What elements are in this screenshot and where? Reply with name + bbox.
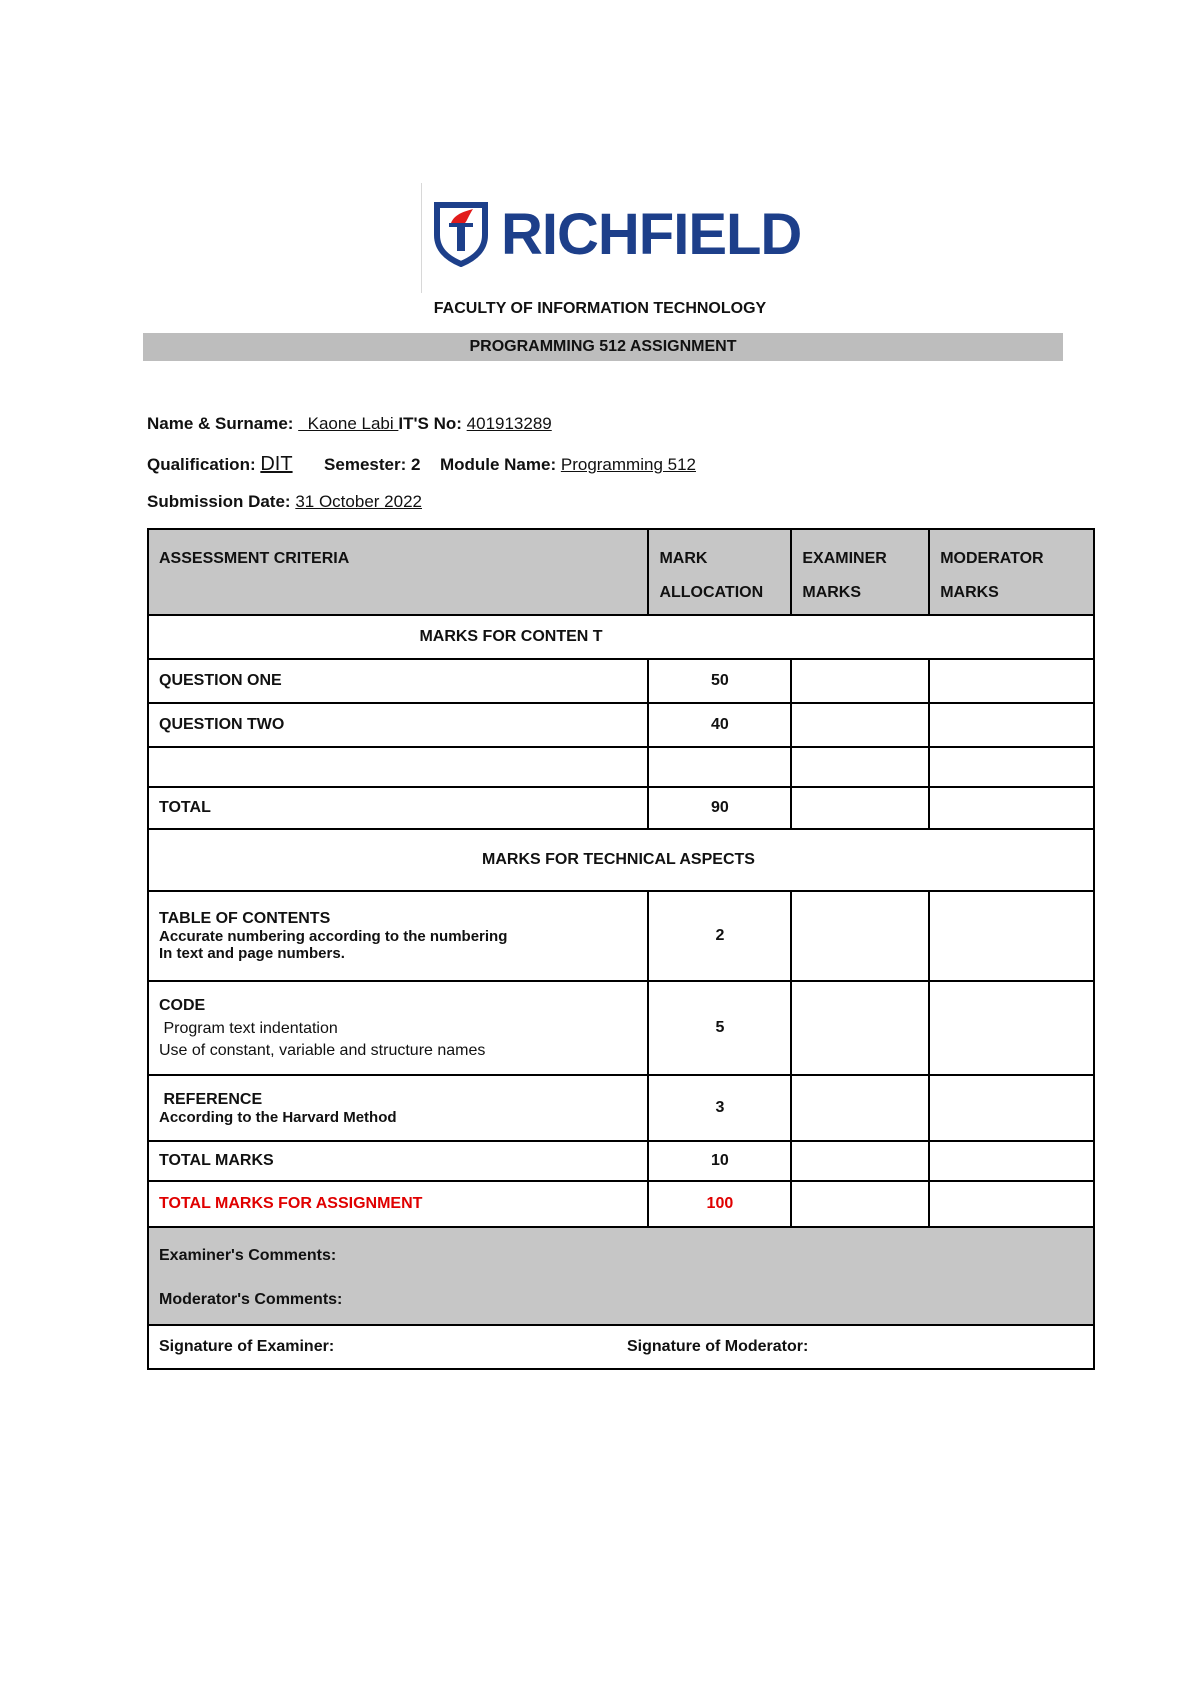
reference-title: REFERENCE: [159, 1090, 263, 1108]
table-row: [148, 659, 1094, 703]
total-marks-examiner-cell[interactable]: [791, 1141, 929, 1181]
table-row: [148, 1075, 1094, 1141]
q2-marks: 40: [648, 703, 791, 747]
module-label: Module Name:: [439, 455, 557, 474]
code-marks: 5: [648, 981, 791, 1075]
total-label: TOTAL: [148, 787, 648, 829]
reference-moderator-cell[interactable]: [929, 1075, 1094, 1141]
assignment-total-moderator-cell[interactable]: [929, 1181, 1094, 1227]
toc-title: TABLE OF CONTENTS: [159, 910, 331, 927]
name-line: [147, 414, 552, 434]
signature-row: [148, 1325, 1094, 1369]
code-line2: Use of constant, variable and structure names: [159, 1041, 486, 1059]
reference-marks: 3: [648, 1075, 791, 1141]
assignment-total-marks: 100: [648, 1181, 791, 1227]
code-title: CODE: [159, 996, 206, 1014]
moderator-signature-label[interactable]: Signature of Moderator:: [627, 1338, 809, 1355]
its-label: IT'S No:: [398, 414, 462, 433]
qualification-line: [147, 453, 696, 476]
comments-cell[interactable]: [148, 1227, 1094, 1325]
q1-marks: 50: [648, 659, 791, 703]
q1-examiner-cell[interactable]: [791, 659, 929, 703]
module-value: Programming 512: [560, 455, 696, 474]
total-marks-moderator-cell[interactable]: [929, 1141, 1094, 1181]
logo-wordmark: RICHFIELD: [501, 202, 802, 267]
assignment-total-label: TOTAL MARKS FOR ASSIGNMENT: [148, 1181, 648, 1227]
logo-divider: [421, 183, 422, 293]
submission-line: [147, 492, 422, 512]
total-marks-label: TOTAL MARKS: [148, 1141, 648, 1181]
toc-marks: 2: [648, 891, 791, 981]
toc-cell: [148, 891, 648, 981]
qualification-label: Qualification:: [147, 455, 256, 474]
section-row: [148, 829, 1094, 891]
total-examiner-cell[interactable]: [791, 787, 929, 829]
examiner-comments-label: Examiner's Comments:: [159, 1247, 337, 1264]
name-label: Name & Surname:: [147, 414, 294, 433]
semester-label: Semester:: [324, 455, 407, 474]
total-marks-value: 10: [648, 1141, 791, 1181]
header-moderator: MODERATOR MARKS: [929, 529, 1094, 615]
assessment-table: [147, 528, 1095, 1370]
table-row: [148, 1181, 1094, 1227]
toc-examiner-cell[interactable]: [791, 891, 929, 981]
code-cell: [148, 981, 648, 1075]
shield-icon: [433, 201, 489, 267]
header-criteria: ASSESSMENT CRITERIA: [148, 529, 648, 615]
examiner-signature-label[interactable]: Signature of Examiner:: [159, 1338, 335, 1355]
empty-cell[interactable]: [929, 747, 1094, 787]
empty-cell[interactable]: [791, 747, 929, 787]
toc-line2: In text and page numbers.: [159, 945, 345, 962]
technical-section-title: MARKS FOR TECHNICAL ASPECTS: [148, 829, 1094, 891]
q2-label: QUESTION TWO: [148, 703, 648, 747]
assignment-banner: PROGRAMMING 512 ASSIGNMENT: [143, 333, 1063, 361]
content-section-title: MARKS FOR CONTEN T: [148, 615, 1094, 659]
comments-row: [148, 1227, 1094, 1325]
toc-moderator-cell[interactable]: [929, 891, 1094, 981]
table-row: [148, 787, 1094, 829]
semester-value: 2: [411, 455, 421, 474]
reference-cell: [148, 1075, 648, 1141]
table-row: [148, 747, 1094, 787]
faculty-title: FACULTY OF INFORMATION TECHNOLOGY: [433, 300, 767, 317]
q1-moderator-cell[interactable]: [929, 659, 1094, 703]
submission-value: 31 October 2022: [295, 492, 422, 511]
table-row: [148, 891, 1094, 981]
its-value: 401913289: [466, 414, 552, 433]
reference-line1: According to the Harvard Method: [159, 1108, 397, 1126]
table-row: [148, 703, 1094, 747]
code-examiner-cell[interactable]: [791, 981, 929, 1075]
q2-examiner-cell[interactable]: [791, 703, 929, 747]
header-allocation: MARK ALLOCATION: [648, 529, 791, 615]
q1-label: QUESTION ONE: [148, 659, 648, 703]
q2-moderator-cell[interactable]: [929, 703, 1094, 747]
signature-cell: [148, 1325, 1094, 1369]
table-row: [148, 981, 1094, 1075]
name-value: Kaone Labi: [298, 414, 399, 433]
total-marks: 90: [648, 787, 791, 829]
code-line1: Program text indentation: [159, 1019, 338, 1037]
richfield-logo: [421, 183, 802, 293]
qualification-value: DIT: [260, 453, 293, 475]
moderator-comments-label: Moderator's Comments:: [159, 1291, 343, 1308]
empty-cell: [148, 747, 648, 787]
toc-line1: Accurate numbering according to the numbering: [159, 928, 508, 945]
section-row: [148, 615, 1094, 659]
code-moderator-cell[interactable]: [929, 981, 1094, 1075]
reference-examiner-cell[interactable]: [791, 1075, 929, 1141]
assignment-total-examiner-cell[interactable]: [791, 1181, 929, 1227]
table-header-row: [148, 529, 1094, 615]
header-examiner: EXAMINER MARKS: [791, 529, 929, 615]
empty-cell: [648, 747, 791, 787]
total-moderator-cell[interactable]: [929, 787, 1094, 829]
table-row: [148, 1141, 1094, 1181]
submission-label: Submission Date:: [147, 492, 291, 511]
